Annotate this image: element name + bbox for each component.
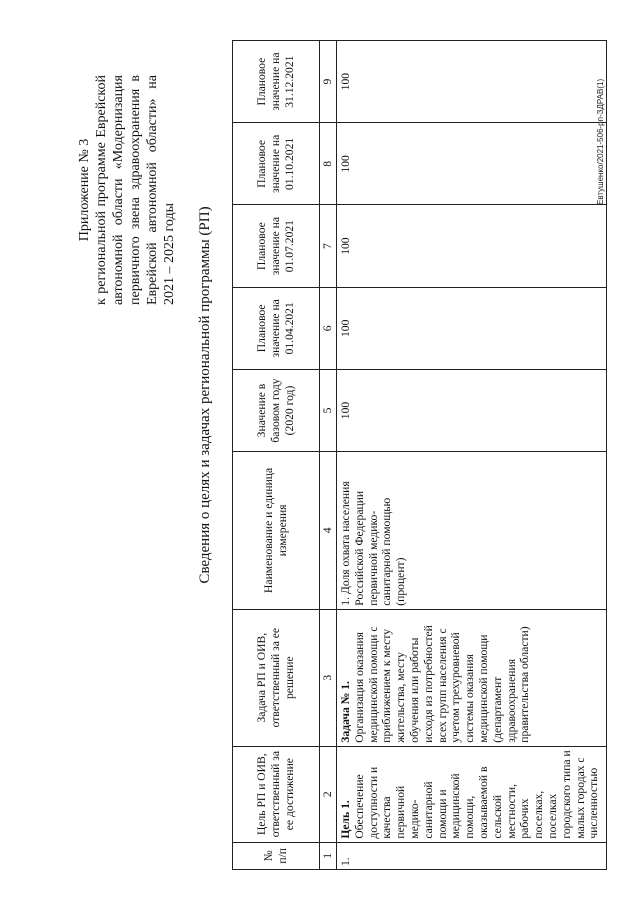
column-number: 7 xyxy=(320,205,337,287)
appendix-text: к региональной программе Еврейской автономной области «Модернизация первичного звена здравоохранения в Еврейской автономной области» на 2021 – 2025 годы xyxy=(94,75,177,305)
table-row xyxy=(337,41,607,870)
task-title: Задача № 1. xyxy=(339,681,352,743)
header-q4: Плановое значение на 31.12.2021 xyxy=(233,41,320,123)
column-number: 1 xyxy=(320,842,337,869)
appendix-block xyxy=(76,75,178,305)
header-q3: Плановое значение на 01.10.2021 xyxy=(233,123,320,205)
column-number: 2 xyxy=(320,746,337,842)
header-goal: Цель РП и ОИВ, ответственный за ее достижение xyxy=(233,746,320,842)
goal-title: Цель 1. xyxy=(339,800,352,839)
goal-text: Обеспечение доступности и качества первичной медико-санитарной помощи и медицинской помощи, оказываемой в сельской местности, рабочих поселках, поселках городского типа и малых городах с численностью xyxy=(352,750,601,839)
q4-value: 100 xyxy=(337,41,607,123)
header-indicator: Наименование и единица измерения xyxy=(233,452,320,610)
q3-value: 100 xyxy=(337,123,607,205)
task-cell xyxy=(337,609,607,746)
header-q2: Плановое значение на 01.07.2021 xyxy=(233,205,320,287)
goal-cell xyxy=(337,746,607,842)
table-header-row xyxy=(233,41,320,870)
q1-value: 100 xyxy=(337,287,607,369)
column-number: 8 xyxy=(320,123,337,205)
goals-tasks-table xyxy=(232,40,607,870)
appendix-title: Приложение № 3 xyxy=(77,138,92,242)
column-number: 9 xyxy=(320,41,337,123)
header-num: № п/п xyxy=(233,842,320,869)
indicator-cell: 1. Доля охвата населения Российской Федерации первичной медико-санитарной помощью (процент) xyxy=(337,452,607,610)
base-value: 100 xyxy=(337,369,607,451)
column-number: 3 xyxy=(320,609,337,746)
row-num: 1. xyxy=(337,842,607,869)
header-q1: Плановое значение на 01.04.2021 xyxy=(233,287,320,369)
column-number-row xyxy=(320,41,337,870)
header-task: Задача РП и ОИВ, ответственный за ее решение xyxy=(233,609,320,746)
q2-value: 100 xyxy=(337,205,607,287)
footer-document-code: Евтушенко/2021-506-рп-ЗДРАВ(1) xyxy=(596,78,605,205)
header-base: Значение в базовом году (2020 год) xyxy=(233,369,320,451)
column-number: 6 xyxy=(320,287,337,369)
column-number: 4 xyxy=(320,452,337,610)
document-title: Сведения о целях и задачах региональной программы (РП) xyxy=(197,206,213,584)
task-text: Организация оказания медицинской помощи с приближением к месту жительства, месту обучения или работы исходя из потребностей всех групп населения с учетом трехуровневой системы оказания медицинской помощи (департамент здравоохранения правительства области) xyxy=(352,625,532,743)
column-number: 5 xyxy=(320,369,337,451)
